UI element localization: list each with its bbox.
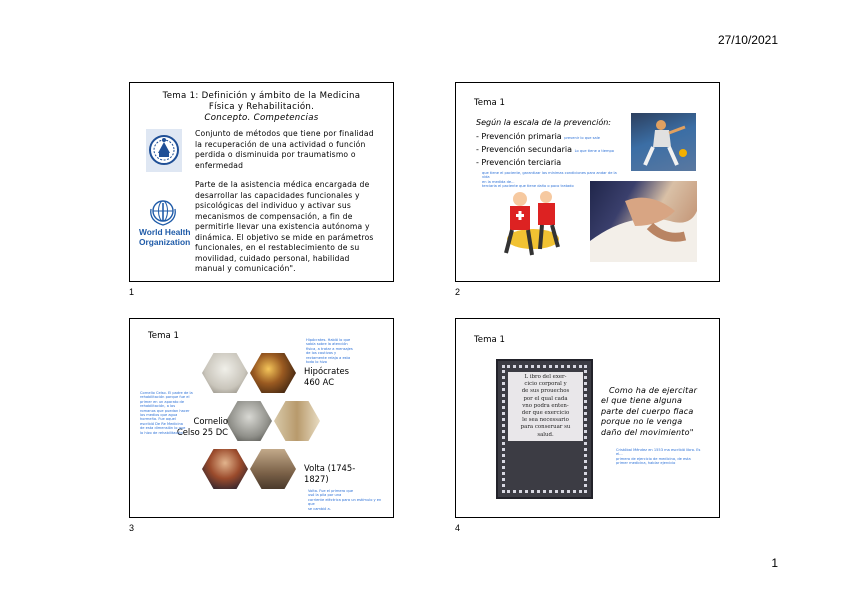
person-name: Hipócrates: [304, 366, 350, 376]
note-line: corriente eléctrica para un estímulo y en que: [308, 497, 382, 507]
note-line: rehabilitación porque fue el: [140, 395, 190, 400]
hippocrates-portrait: [202, 353, 248, 393]
note-hippocrates: [306, 338, 368, 364]
text-line: la recuperación de una actividad o función: [195, 139, 366, 149]
book-title-text: [508, 372, 583, 441]
note-line: romanos que puedan hacer: [140, 408, 190, 413]
item-note: prevenir lo que sale: [564, 136, 600, 140]
item-label: - Prevención terciaria: [476, 158, 562, 167]
hippocrates-label: [304, 366, 349, 388]
item-label: - Prevención secundaria: [476, 145, 573, 154]
note-line: Cristóbal Méndez en 1553 ma escribió libro. Es: [616, 448, 701, 452]
slide-3: [129, 318, 394, 518]
note-line: usó la pila por una: [308, 493, 342, 498]
slide-2-number: 2: [455, 287, 461, 297]
volta-label: [304, 463, 355, 485]
who-text-line: Organization: [139, 236, 191, 247]
book-line: cicio corporal y: [524, 381, 567, 388]
person-date: 460 AC: [304, 377, 335, 387]
text-line: Parte de la asistencia médica encargada de: [195, 180, 370, 189]
slide-3-number: 3: [129, 523, 135, 533]
who-text-line: World Health: [139, 227, 191, 237]
slide-4-number: 4: [455, 523, 461, 533]
note-line: escribió De Re Medicina: [140, 421, 184, 426]
note-volta: [308, 489, 386, 511]
text-line: permitirle llevar una existencia autónoma y: [195, 222, 370, 231]
quote-line: parte del cuerpo flaca: [601, 406, 694, 416]
book-image: [274, 401, 320, 441]
note-line: en la medida de...: [482, 179, 515, 184]
slide-4: [455, 318, 720, 518]
note-line: los medios que agua: [140, 413, 178, 418]
book-line: salud.: [537, 431, 554, 438]
book-line: por el qual cada: [523, 395, 568, 402]
university-seal-icon: [146, 129, 182, 172]
slide-1-number: 1: [129, 287, 135, 297]
book-line: der que exercicio: [521, 410, 570, 417]
who-logo-icon: [148, 199, 178, 227]
note-line: física, a tratar a mensajes: [306, 346, 353, 351]
text-line: Conjunto de métodos que tiene por finalidad: [195, 129, 374, 138]
slide-3-title: Tema 1: [148, 331, 179, 341]
text-line: desarrollar las capacidades funcionales y: [195, 190, 360, 200]
text-line: perdida o disminuida por traumatismo o: [195, 150, 356, 159]
note-line: primer en un aparato de: [140, 399, 185, 404]
note-line: que tiene el paciente, garantizar las mínimas condiciones para andar de la vida: [482, 171, 617, 180]
title-line: Concepto. Competencias: [204, 113, 319, 123]
print-date: 27/10/2021: [717, 33, 778, 47]
painting-image: [250, 353, 296, 393]
prevention-list: [476, 130, 614, 169]
text-line: enfermedad: [195, 160, 244, 170]
battery-image: [250, 449, 296, 489]
book-note: [616, 448, 712, 466]
text-line: movilidad, cuidado personal, habilidad: [195, 253, 350, 263]
book-line: para conseruar su: [520, 424, 571, 431]
celso-portrait: [226, 401, 272, 441]
title-line: Tema 1: Definición y ámbito de la Medicina: [162, 91, 361, 101]
note-line: lo hizo de rehabilitación: [140, 430, 183, 435]
note-line: primero de ejercicio de medicina, de esta: [616, 456, 691, 461]
note-line: todo lo hizo: [306, 360, 327, 365]
note-line: Volta. Fue el primero que: [308, 489, 354, 493]
note-celso: [140, 391, 196, 435]
therapy-photo: [590, 181, 697, 262]
note-line: Cornelio Celso. El padre de la: [140, 391, 193, 395]
volta-portrait: [202, 449, 248, 489]
note-line: se cambió a.: [308, 506, 331, 511]
who-logo-text: [139, 228, 191, 247]
item-label: - Prevención primaria: [476, 132, 562, 141]
note-line: el...: [616, 452, 623, 457]
note-line: rectamente relaja a esta: [306, 355, 351, 360]
note-line: de esta dimensión lo que: [140, 426, 186, 431]
definition-2: [195, 180, 392, 275]
book-quote: [601, 386, 711, 438]
title-line: Física y Rehabilitación.: [208, 102, 315, 112]
note-line: primer medicina, hablar ejercicio: [616, 461, 676, 466]
slide-4-title: Tema 1: [474, 335, 505, 345]
quote-line: porque no le venga: [601, 417, 683, 427]
quote-line: el que tiene alguna: [601, 396, 683, 406]
text-line: mecanismos de compensación, a fin de: [195, 211, 353, 221]
note-line: Hipócrates. Habló lo que: [306, 338, 351, 342]
book-cover: [496, 359, 593, 499]
text-line: psicológicas del individuo y activar sus: [195, 201, 351, 210]
book-line: vno podra enten-: [522, 402, 569, 409]
person-name: Volta (1745-: [304, 463, 356, 473]
slide-2: [455, 82, 720, 282]
person-date: Celso 25 DC: [176, 427, 228, 437]
book-line: le sea necessario: [522, 417, 569, 424]
slide-1-title: [130, 91, 393, 124]
text-line: dinámica. El objetivo se mide en parámetros: [195, 232, 374, 242]
text-line: manual y comunicación".: [195, 264, 296, 273]
quote-line: Como ha de ejercitar: [609, 386, 698, 395]
book-line: L ibro del exer-: [524, 374, 567, 380]
sports-photo: [631, 113, 696, 171]
cartoon-rescue-image: [498, 179, 568, 259]
quote-line: daño del movimiento": [601, 427, 694, 437]
prevention-heading: Según la escala de la prevención:: [476, 118, 611, 127]
book-line: de sus prouechos: [521, 388, 570, 395]
definition-1: [195, 129, 390, 171]
page-number: 1: [771, 556, 778, 570]
item-note: Lo que tiene a tiempo: [574, 149, 614, 153]
note-line: hormeña. Fue aquel: [140, 417, 176, 422]
note-line: de los cautivos y: [306, 351, 337, 356]
slide-2-title: Tema 1: [474, 98, 505, 108]
slide-1: [129, 82, 394, 282]
note-line: terciaria el paciente que tiene daño o poco tratado: [482, 184, 574, 189]
list-item: [476, 156, 614, 169]
note-line: sabía sobre la atención: [306, 342, 348, 347]
text-line: funcionales, en el restablecimiento de su: [195, 243, 360, 252]
list-item: [476, 130, 614, 143]
list-item: [476, 143, 614, 156]
person-date: 1827): [304, 474, 329, 484]
person-name: Cornelio: [193, 416, 228, 426]
note-line: rehabilitación, a los: [140, 404, 176, 409]
